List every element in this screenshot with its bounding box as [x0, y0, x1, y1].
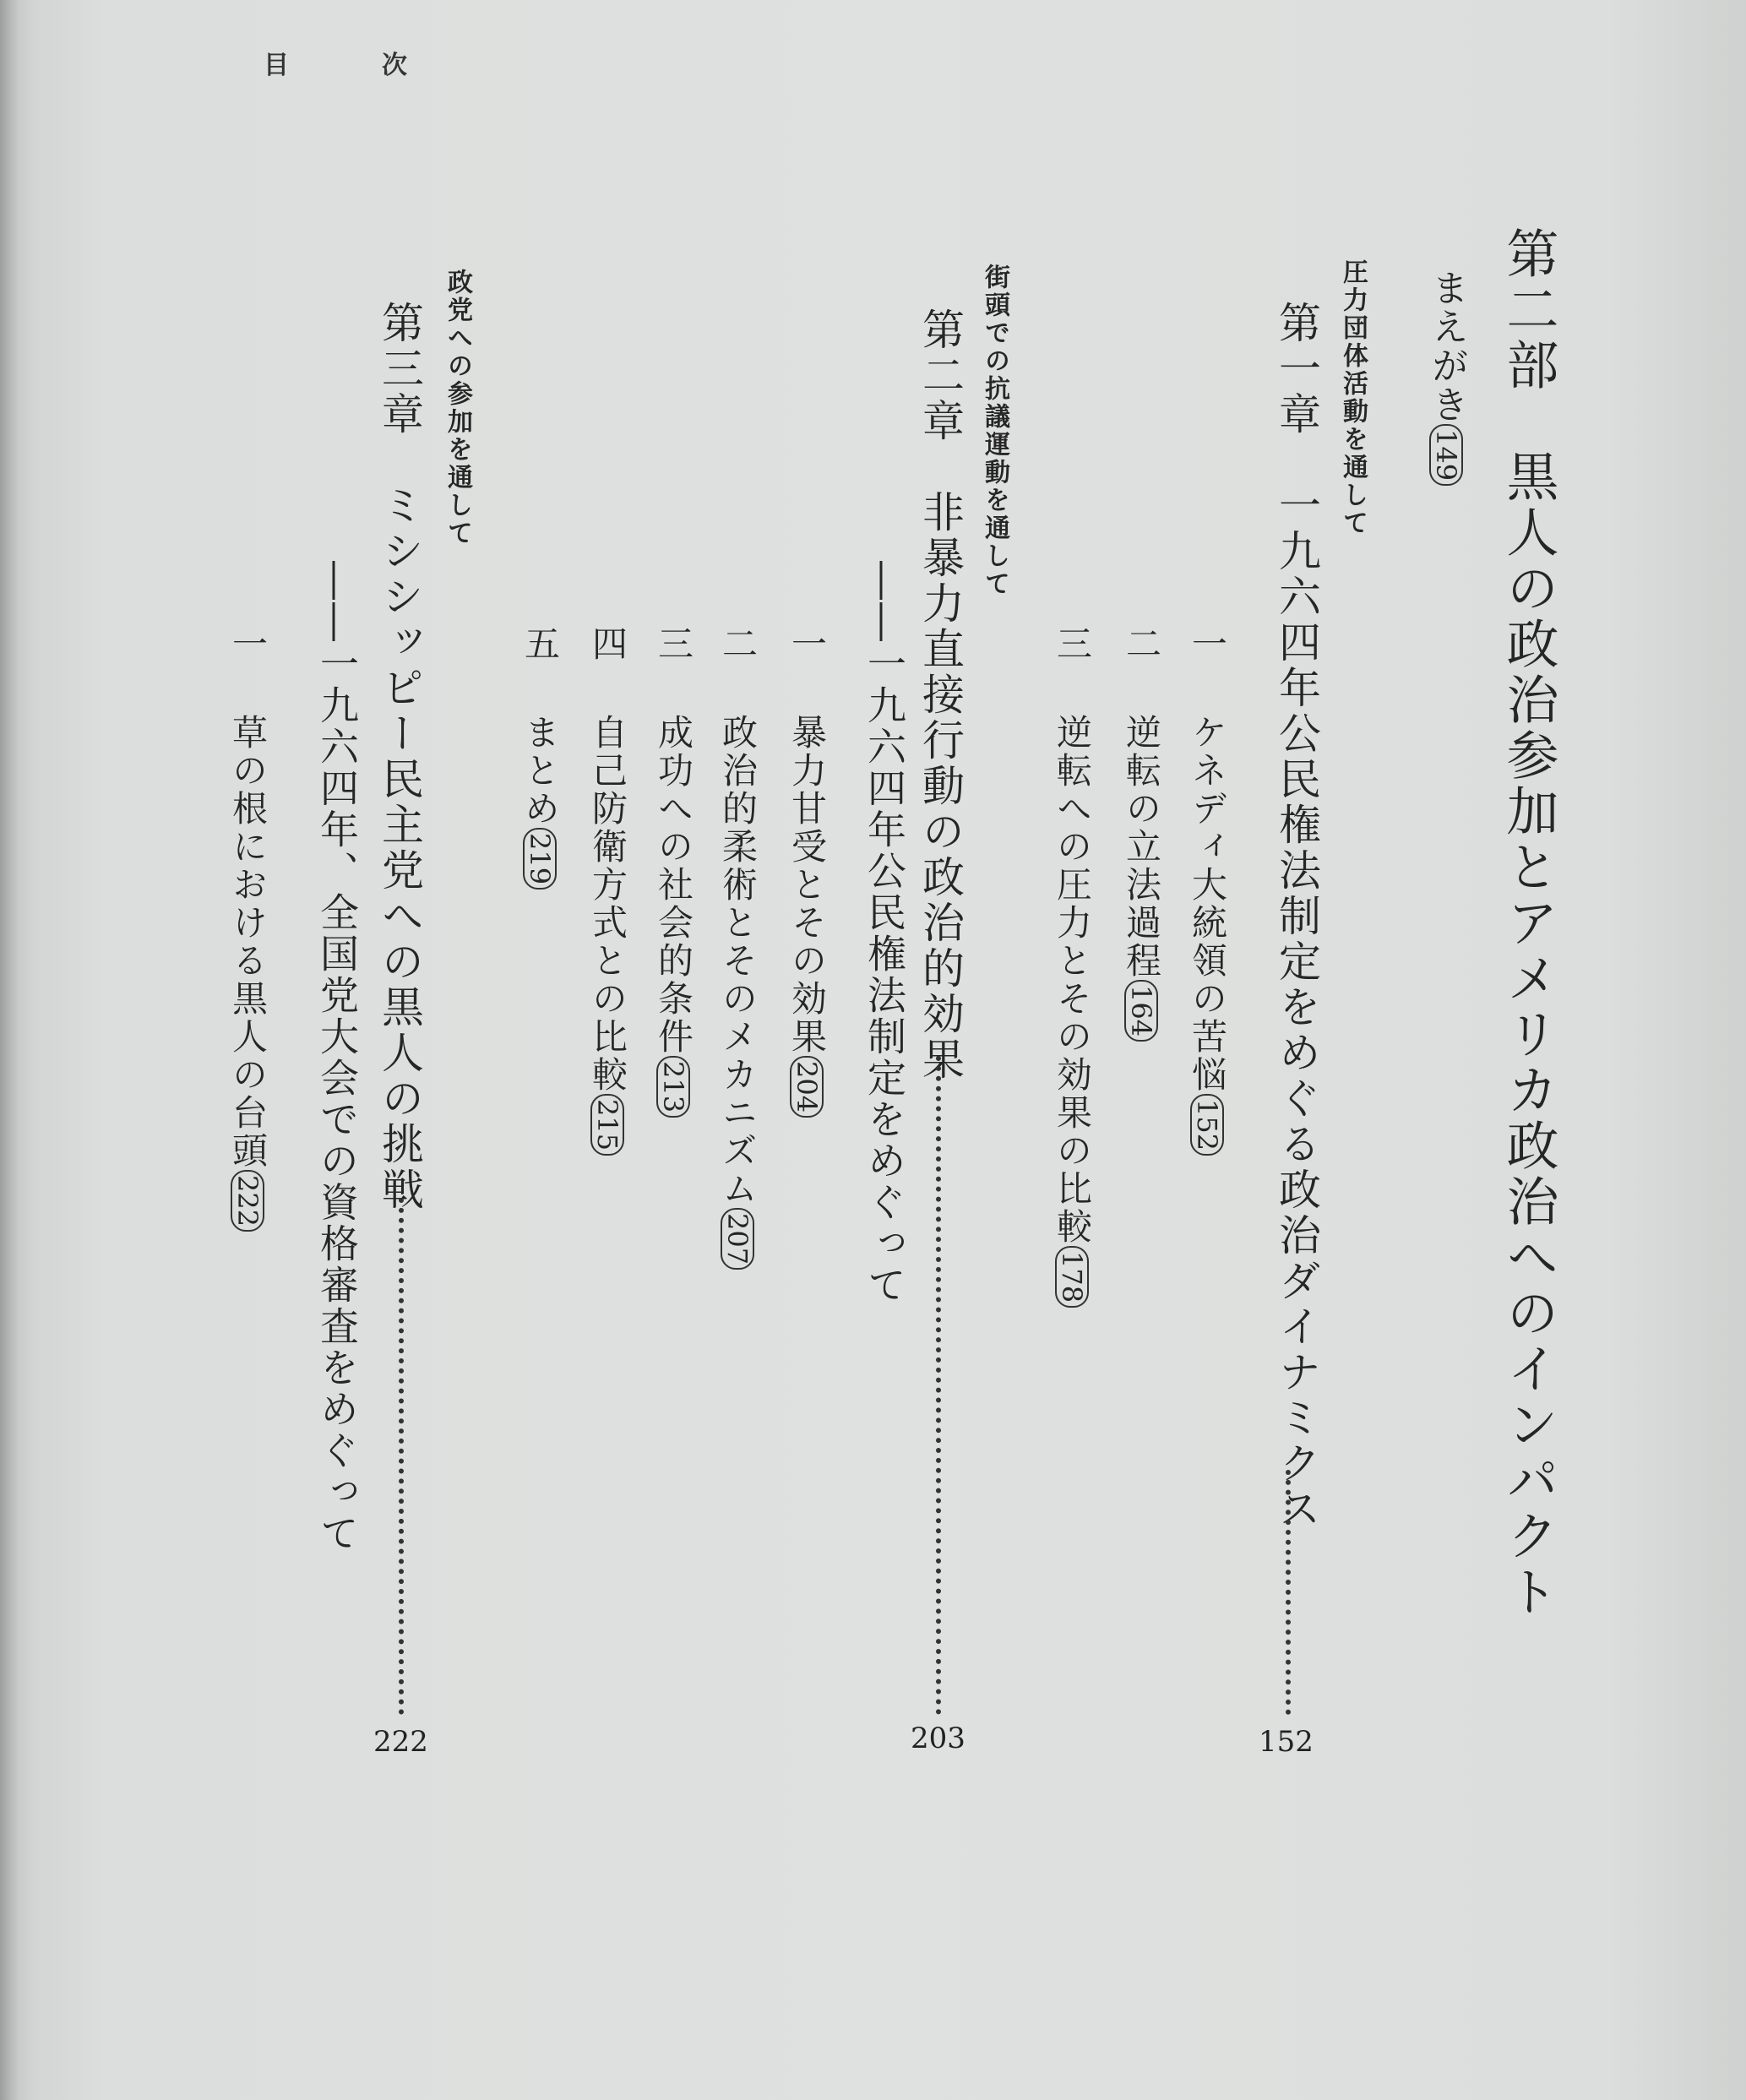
header-right: 次: [382, 51, 407, 80]
item-text: 草の根における黒人の台頭: [227, 714, 269, 1170]
item-num: 四: [587, 625, 628, 663]
item-num: 二: [717, 625, 759, 663]
chapter1-item: [1052, 625, 1093, 1308]
maegaki-label: まえがき: [1425, 269, 1468, 424]
item-text: 政治的柔術とそのメカニズム: [717, 714, 759, 1208]
item-page: 164: [1124, 980, 1158, 1042]
chapter2-item: [717, 625, 759, 1270]
chapter2-leader-dots: [936, 1056, 941, 1715]
item-num: 一: [227, 625, 269, 663]
chapter1-item: [1121, 625, 1162, 1042]
chapter2-item: [653, 625, 694, 1118]
maegaki-page: 149: [1429, 424, 1463, 486]
dash-icon: ――: [314, 561, 360, 644]
item-num: 一: [1187, 625, 1228, 663]
part-title: 第二部 黒人の政治参加とアメリカ政治へのインパクト: [1498, 226, 1559, 1620]
item-num: 二: [1121, 625, 1162, 663]
item-page: 215: [590, 1094, 624, 1156]
item-num: 三: [653, 625, 694, 663]
item-text: 成功への社会的条件: [653, 714, 694, 1056]
chapter1-leader-dots: [1286, 1470, 1291, 1715]
chapter3-leader-dots: [399, 1198, 404, 1715]
chapter2-section-label: 街頭での抗議運動を通して: [980, 264, 1009, 598]
item-text: 自己防衛方式との比較: [587, 714, 628, 1094]
chapter2-item: [587, 625, 628, 1156]
item-page: 222: [231, 1170, 264, 1232]
header-left: 目: [264, 51, 289, 80]
chapter2-item: [786, 625, 828, 1118]
chapter1-item: [1187, 625, 1228, 1156]
chapter2-item: [519, 625, 561, 890]
maegaki-entry: [1425, 269, 1468, 486]
item-page: 213: [656, 1056, 690, 1118]
item-page: 152: [1190, 1094, 1224, 1156]
chapter2-subtitle: ――一九六四年公民権法制定をめぐって: [862, 561, 907, 1306]
item-text: 逆転への圧力とその効果の比較: [1052, 714, 1093, 1246]
item-page: 207: [721, 1208, 754, 1270]
item-num: 五: [519, 625, 561, 663]
item-text: 逆転の立法過程: [1121, 714, 1162, 980]
item-num: 三: [1052, 625, 1093, 663]
chapter3-heading: 第三章 ミシシッピー民主党への黒人の挑戦: [375, 301, 424, 1213]
chapter3-section-label: 政党への参加を通して: [443, 269, 472, 547]
chapter3-item: [227, 625, 269, 1232]
chapter1-heading: 第一章 一九六四年公民権法制定をめぐる政治ダイナミクス: [1272, 301, 1321, 1532]
chapter3-page: 222: [373, 1725, 428, 1759]
chapter3-subtitle: ――一九六四年、全国党大会での資格審査をめぐって: [314, 561, 360, 1554]
item-text: 暴力甘受とその効果: [786, 714, 828, 1056]
item-num: 一: [786, 625, 828, 663]
chapter2-heading: 第二章 非暴力直接行動の政治的効果: [916, 307, 965, 1083]
chapter1-section-label: 圧力団体活動を通して: [1338, 258, 1368, 537]
item-page: 219: [523, 828, 557, 890]
chapter1-page: 152: [1259, 1725, 1314, 1759]
item-page: 178: [1055, 1246, 1089, 1308]
item-text: まとめ: [519, 714, 561, 828]
chapter2-page: 203: [911, 1722, 965, 1755]
item-page: 204: [790, 1056, 824, 1118]
dash-icon: ――: [862, 561, 907, 644]
item-text: ケネディ大統領の苦悩: [1187, 714, 1228, 1094]
